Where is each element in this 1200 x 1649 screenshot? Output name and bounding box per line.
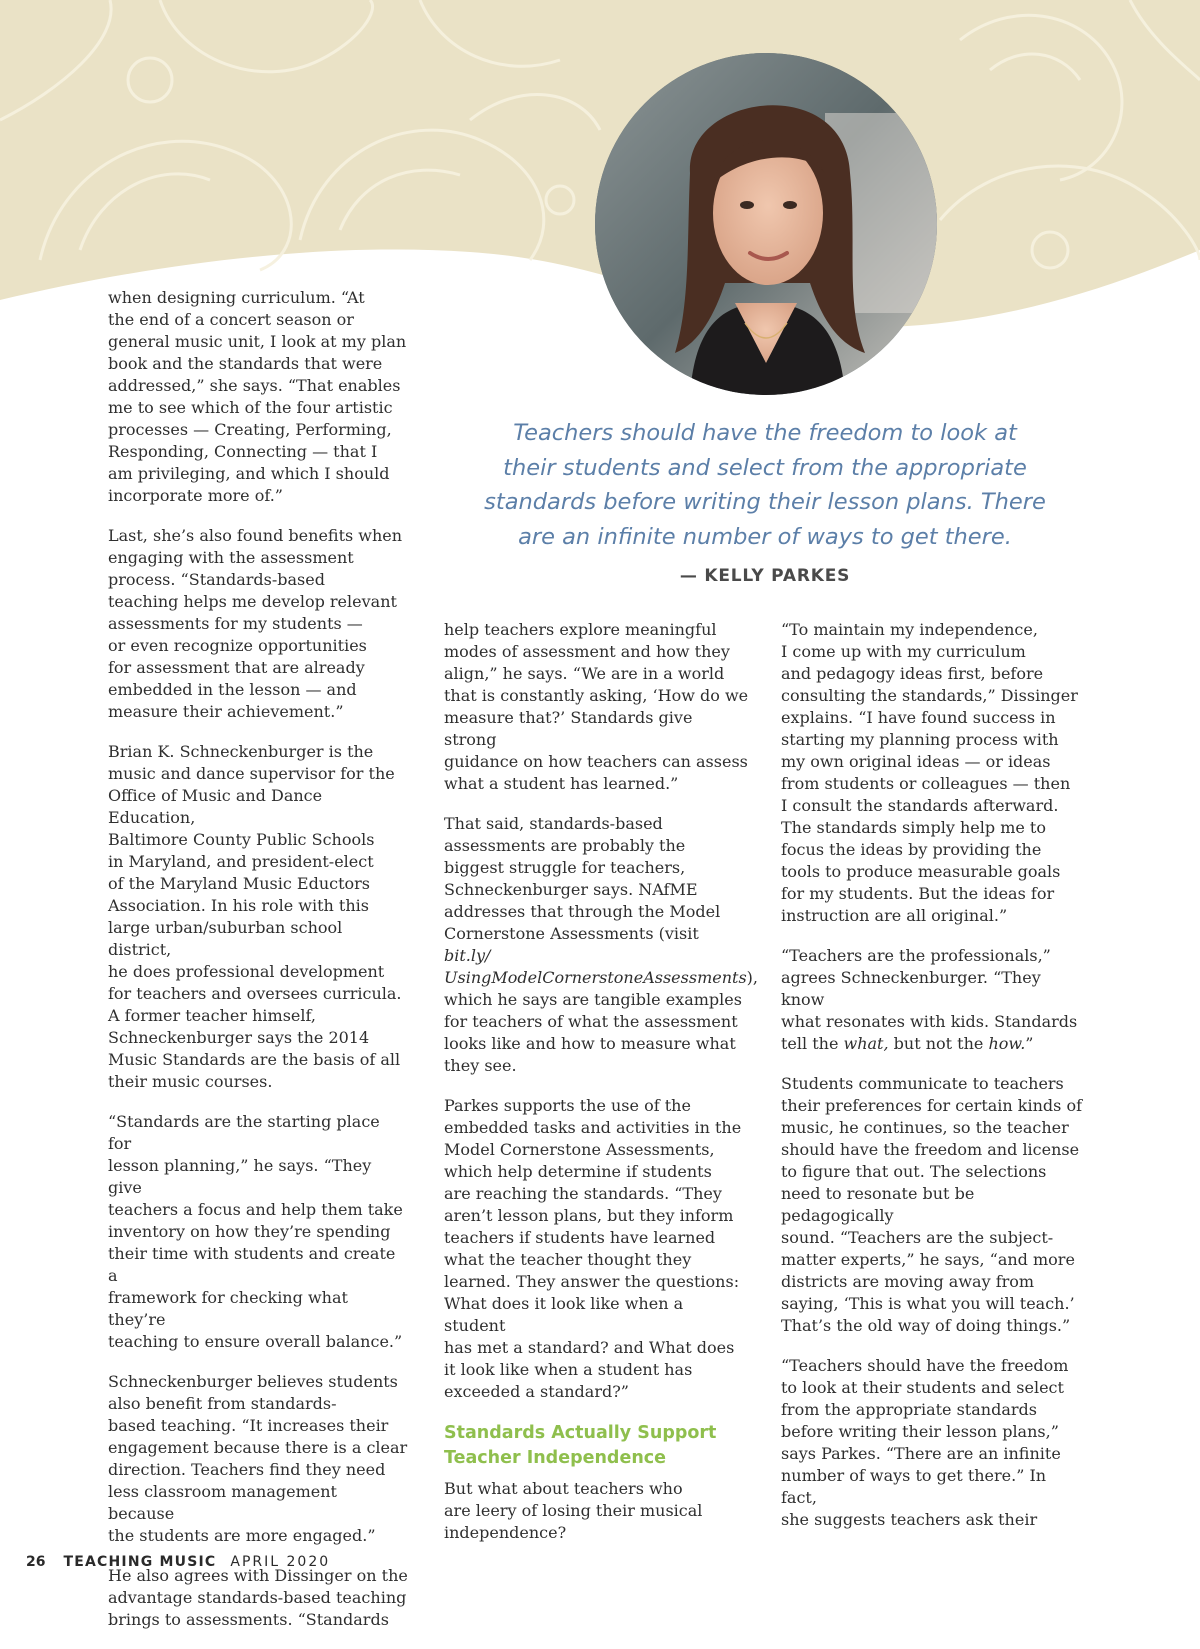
text-line: also benefit from standards- [108, 1394, 337, 1413]
text-line: What does it look like when a student [444, 1294, 684, 1335]
text-line: Baltimore County Public Schools [108, 830, 375, 849]
text-line: brings to assessments. “Standards [108, 1610, 389, 1629]
text-line: are leery of losing their musical [444, 1501, 703, 1520]
text-line: align,” he says. “We are in a world [444, 664, 725, 683]
text-line: I consult the standards afterward. [781, 796, 1059, 815]
text-line: my own original ideas — or ideas [781, 752, 1051, 771]
article-column-2 [444, 619, 758, 1562]
text-line: A former teacher himself, [108, 1006, 316, 1025]
portrait-image [595, 53, 937, 395]
text-line: general music unit, I look at my plan [108, 332, 407, 351]
text-line: “To maintain my independence, [781, 620, 1038, 639]
text-line: what resonates with kids. Standards [781, 1012, 1078, 1031]
text-line: Teacher Independence [444, 1448, 667, 1468]
issue-date: APRIL 2020 [230, 1554, 331, 1570]
text-line: “Teachers are the professionals,” [781, 946, 1051, 965]
text-line: process. “Standards-based [108, 570, 325, 589]
text-line: their time with students and create a [108, 1244, 396, 1285]
emphasis: how. [988, 1034, 1026, 1053]
text-line: which he says are tangible examples [444, 990, 742, 1009]
text-line: Brian K. Schneckenburger is the [108, 742, 374, 761]
magazine-name: TEACHING MUSIC [63, 1554, 217, 1570]
text-line: for teachers and oversees curricula. [108, 984, 402, 1003]
text-line: it look like when a student has [444, 1360, 693, 1379]
text-line: independence? [444, 1523, 567, 1542]
text-line: direction. Teachers find they need [108, 1460, 386, 1479]
text-line: aren’t lesson plans, but they inform [444, 1206, 734, 1225]
text-line: modes of assessment and how they [444, 642, 730, 661]
text-line: Office of Music and Dance Education, [108, 786, 323, 827]
text-line: am privileging, and which I should [108, 464, 390, 483]
article-column-1 [108, 287, 408, 1649]
text-line: saying, ‘This is what you will teach.’ [781, 1294, 1075, 1313]
paragraph [108, 1371, 408, 1547]
text-line: addresses that through the Model [444, 902, 721, 921]
text-line: teaching helps me develop relevant [108, 592, 397, 611]
paragraph [781, 619, 1086, 927]
paragraph [108, 1111, 408, 1353]
text-line: That’s the old way of doing things.” [781, 1316, 1071, 1335]
text-line: teachers if students have learned [444, 1228, 716, 1247]
text-line: But what about teachers who [444, 1479, 683, 1498]
paragraph [781, 1355, 1086, 1531]
text-line: or even recognize opportunities [108, 636, 367, 655]
paragraph [108, 741, 408, 1093]
text-line: they see. [444, 1056, 517, 1075]
text-line: Schneckenburger says the 2014 [108, 1028, 370, 1047]
text-line: music, he continues, so the teacher [781, 1118, 1069, 1137]
text-line: biggest struggle for teachers, [444, 858, 686, 877]
text-line: teachers a focus and help them take [108, 1200, 403, 1219]
text-line: she suggests teachers ask their [781, 1510, 1038, 1529]
text-line: Schneckenburger says. NAfME [444, 880, 698, 899]
text-line: which help determine if students [444, 1162, 712, 1181]
link-text: bit.ly/ [444, 946, 491, 965]
text-line: Music Standards are the basis of all [108, 1050, 401, 1069]
paragraph-text: ), [746, 968, 758, 987]
text-line: embedded tasks and activities in the [444, 1118, 742, 1137]
text-line: says Parkes. “There are an infinite [781, 1444, 1061, 1463]
text-line: advantage standards-based teaching [108, 1588, 407, 1607]
paragraph [108, 525, 408, 723]
text-line: framework for checking what they’re [108, 1288, 348, 1329]
text-line: embedded in the lesson — and [108, 680, 357, 699]
text-line: has met a standard? and What does [444, 1338, 735, 1357]
text-line: for assessment that are already [108, 658, 365, 677]
text-line: Parkes supports the use of the [444, 1096, 691, 1115]
text-line: districts are moving away from [781, 1272, 1035, 1291]
text-line: inventory on how they’re spending [108, 1222, 391, 1241]
text-line: learned. They answer the questions: [444, 1272, 740, 1291]
text-line: Cornerstone Assessments (visit [444, 924, 699, 943]
paragraph [108, 1565, 408, 1631]
text-line: exceeded a standard?” [444, 1382, 629, 1401]
page-number: 26 [26, 1554, 46, 1570]
portrait-photo [595, 53, 937, 395]
paragraph [444, 813, 758, 1077]
text-line: in Maryland, and president-elect [108, 852, 374, 871]
text-line: Association. In his role with this [108, 896, 369, 915]
text-line: engaging with the assessment [108, 548, 354, 567]
text-line: help teachers explore meaningful [444, 620, 717, 639]
text-line: what a student has learned.” [444, 774, 679, 793]
text-line: processes — Creating, Performing, [108, 420, 392, 439]
text-line: of the Maryland Music Eductors [108, 874, 370, 893]
pull-quote [470, 416, 1060, 554]
text-line: “Teachers should have the freedom [781, 1356, 1069, 1375]
text-line: matter experts,” he says, “and more [781, 1250, 1075, 1269]
text-line: that is constantly asking, ‘How do we [444, 686, 749, 705]
text-line: the students are more engaged.” [108, 1526, 376, 1545]
paragraph [781, 1073, 1086, 1337]
text-line: That said, standards-based [444, 814, 663, 833]
paragraph-text [444, 814, 720, 943]
text-line: for my students. But the ideas for [781, 884, 1055, 903]
text-line: large urban/suburban school district, [108, 918, 343, 959]
text-line: he does professional development [108, 962, 385, 981]
text-line: Last, she’s also found benefits when [108, 526, 403, 545]
text-line: Standards Actually Support [444, 1423, 717, 1443]
emphasis: what, [843, 1034, 889, 1053]
text-line: are reaching the standards. “They [444, 1184, 722, 1203]
text-line: number of ways to get there.” In fact, [781, 1466, 1047, 1507]
pull-quote-line: Teachers should have the freedom to look at [513, 420, 1017, 446]
text-line: starting my planning process with [781, 730, 1059, 749]
text-line: He also agrees with Dissinger on the [108, 1566, 408, 1585]
paragraph-text: ” [1025, 1034, 1034, 1053]
text-line: looks like and how to measure what [444, 1034, 736, 1053]
paragraph [444, 619, 749, 795]
text-line: “Standards are the starting place for [108, 1112, 380, 1153]
text-line: measure that?’ Standards give strong [444, 708, 693, 749]
text-line: consulting the standards,” Dissinger [781, 686, 1078, 705]
paragraph [781, 945, 1086, 1055]
page-footer [26, 1554, 330, 1570]
text-line: guidance on how teachers can assess [444, 752, 748, 771]
text-line: Schneckenburger believes students [108, 1372, 398, 1391]
text-line: measure their achievement.” [108, 702, 344, 721]
text-line: the end of a concert season or [108, 310, 354, 329]
text-line: their music courses. [108, 1072, 273, 1091]
paragraph-text: but not the [888, 1034, 989, 1053]
text-line: to look at their students and select [781, 1378, 1064, 1397]
paragraph [108, 287, 408, 507]
paragraph [444, 1095, 749, 1403]
text-line: to figure that out. The selections [781, 1162, 1047, 1181]
text-line: agrees Schneckenburger. “They know [781, 968, 1041, 1009]
text-line: before writing their lesson plans,” [781, 1422, 1059, 1441]
text-line: explains. “I have found success in [781, 708, 1056, 727]
text-line: engagement because there is a clear [108, 1438, 408, 1457]
text-line: Students communicate to teachers [781, 1074, 1064, 1093]
section-subhead [444, 1421, 749, 1471]
pull-quote-line: standards before writing their lesson plans. There [484, 489, 1046, 515]
text-line: teaching to ensure overall balance.” [108, 1332, 403, 1351]
text-line: Responding, Connecting — that I [108, 442, 378, 461]
text-line: incorporate more of.” [108, 486, 283, 505]
text-line: when designing curriculum. “At [108, 288, 365, 307]
text-line: focus the ideas by providing the [781, 840, 1042, 859]
text-line: assessments are probably the [444, 836, 686, 855]
text-line: from students or colleagues — then [781, 774, 1071, 793]
text-line: book and the standards that were [108, 354, 383, 373]
text-line: less classroom management because [108, 1482, 337, 1523]
text-line: Model Cornerstone Assessments, [444, 1140, 715, 1159]
text-line: instruction are all original.” [781, 906, 1008, 925]
quote-attribution: — KELLY PARKES [679, 566, 851, 586]
text-line: music and dance supervisor for the [108, 764, 395, 783]
paragraph-text [444, 990, 742, 1075]
article-column-3 [781, 619, 1086, 1549]
text-line: lesson planning,” he says. “They give [108, 1156, 372, 1197]
text-line: I come up with my curriculum [781, 642, 1026, 661]
text-line: for teachers of what the assessment [444, 1012, 738, 1031]
text-line: The standards simply help me to [781, 818, 1046, 837]
text-line: what the teacher thought they [444, 1250, 692, 1269]
text-line: from the appropriate standards [781, 1400, 1037, 1419]
text-line: tools to produce measurable goals [781, 862, 1061, 881]
link-text: UsingModelCornerstoneAssessments [444, 968, 747, 987]
text-line: sound. “Teachers are the subject- [781, 1228, 1054, 1247]
pull-quote-line: are an infinite number of ways to get there. [518, 523, 1012, 550]
text-line: should have the freedom and license [781, 1140, 1080, 1159]
pull-quote-line: their students and select from the appropriate [503, 454, 1027, 481]
text-line: their preferences for certain kinds of [781, 1096, 1083, 1115]
text-line: need to resonate but be pedagogically [781, 1184, 975, 1225]
text-line: me to see which of the four artistic [108, 398, 393, 417]
text-line: and pedagogy ideas first, before [781, 664, 1044, 683]
paragraph [444, 1478, 749, 1544]
text-line: based teaching. “It increases their [108, 1416, 389, 1435]
text-line: tell the [781, 1034, 844, 1053]
text-line: assessments for my students — [108, 614, 363, 633]
text-line: addressed,” she says. “That enables [108, 376, 401, 395]
